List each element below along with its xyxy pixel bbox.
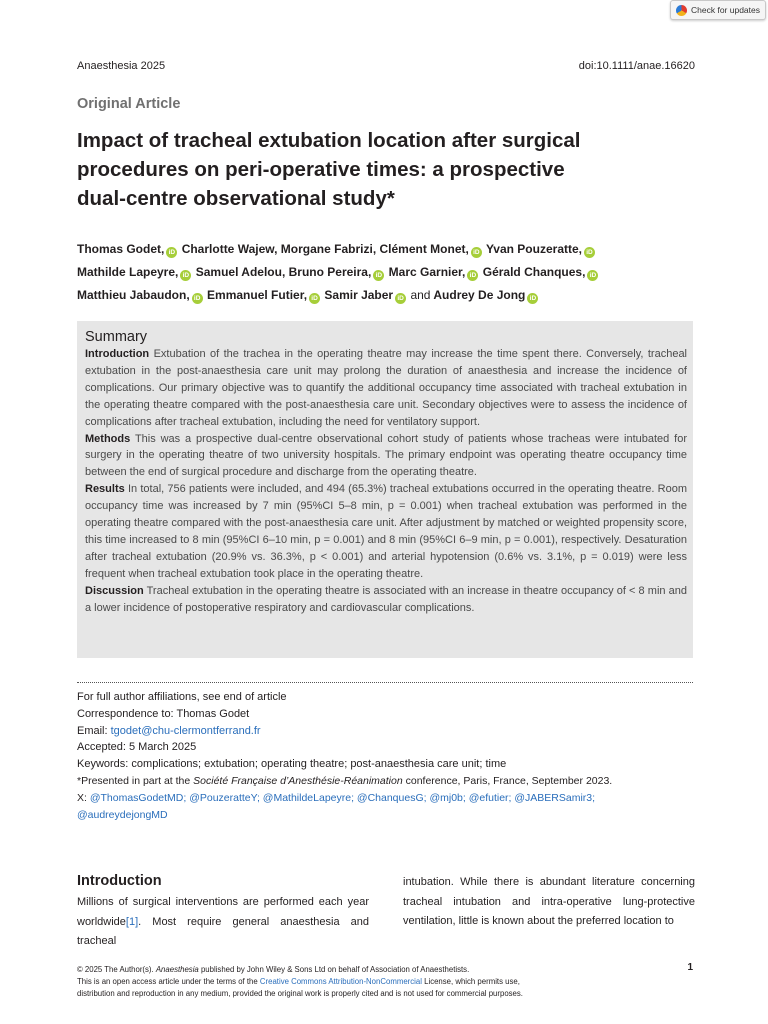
- author-name: Thomas Godet,: [77, 242, 165, 256]
- license-line: [77, 976, 637, 988]
- intro-column-2-text: intubation. While there is abundant literature concerning tracheal intubation and intra-operative lung-protective ventilation, little is known about the preferred location to: [403, 876, 695, 927]
- author-name: Audrey De Jong: [433, 288, 526, 302]
- summary-introduction: [85, 346, 687, 431]
- email-label: Email:: [77, 724, 111, 737]
- license-link[interactable]: Creative Commons Attribution-NonCommercial: [259, 977, 422, 986]
- correspondence: Correspondence to: Thomas Godet: [77, 707, 250, 720]
- page-number: 1: [687, 962, 693, 973]
- check-for-updates-button[interactable]: [670, 0, 766, 20]
- author-line: [77, 238, 702, 261]
- crossmark-icon: [676, 5, 687, 16]
- author-line: [77, 261, 702, 284]
- orcid-icon[interactable]: iD: [467, 270, 478, 281]
- orcid-icon[interactable]: iD: [309, 293, 320, 304]
- intro-text: Millions of surgical interventions are performed each year worldwide: [77, 896, 369, 928]
- article-title: [77, 126, 677, 213]
- summary-box: [77, 321, 693, 658]
- section-label: Methods: [85, 432, 131, 445]
- section-text: Extubation of the trachea in the operating theatre may increase the time spent there. Conversely, tracheal extubation in the post-anaesthesia care unit may prolong the duration of anaesthesia and increase the incidence of complications. Our primary objective was to quantify the additional occupancy time associated with tracheal extubation in the operating theatre compared with the post-anaesthesia care unit. Secondary objectives were to assess the incidence of complications after tracheal extubation, including the need for ventilatory support.: [85, 348, 687, 428]
- section-label: Discussion: [85, 584, 144, 597]
- section-label: Introduction: [85, 348, 150, 360]
- orcid-icon[interactable]: iD: [373, 270, 384, 281]
- presented-note: [77, 773, 697, 790]
- x-label: X:: [77, 791, 90, 804]
- summary-results: [85, 481, 687, 582]
- article-metadata: [77, 689, 697, 823]
- copyright-post: published by John Wiley & Sons Ltd on behalf of Association of Anaesthetists.: [198, 965, 470, 974]
- author-name: Gérald Chanques,: [482, 265, 586, 279]
- email-link[interactable]: tgodet@chu-clermontferrand.fr: [110, 724, 261, 737]
- orcid-icon[interactable]: iD: [527, 293, 538, 304]
- author-name: Samuel Adelou, Bruno Pereira,: [195, 265, 372, 279]
- section-text: In total, 756 patients were included, and 494 (65.3%) tracheal extubations occurred in the operating theatre. Room occupancy time was increased by 7 min (95%CI 5–8 min, p = 0.001) when tracheal extubation was performed in the operating theatre compared with the post-anaesthesia care unit. After adjustment by matched or weighted propensity score, this time increased to 8 min (95%CI 6–10 min, p = 0.001) and 8 min (95%CI 6–9 min, p = 0.001), respectively. Desaturation after tracheal extubation (20.9% vs. 36.3%, p < 0.001) and arterial hypotension (0.6% vs. 3.1%, p = 0.019) were less frequent when tracheal extubation took place in the operating theatre.: [85, 483, 687, 580]
- x-handles-link[interactable]: @ThomasGodetMD; @PouzeratteY; @MathildeLapeyre; @ChanquesG; @mj0b; @efutier; @JABERSamir3;: [89, 791, 596, 804]
- section-label: Results: [85, 483, 125, 496]
- author-list: [77, 238, 702, 307]
- orcid-icon[interactable]: iD: [471, 247, 482, 258]
- title-line: Impact of tracheal extubation location after surgical: [77, 129, 581, 152]
- orcid-icon[interactable]: iD: [584, 247, 595, 258]
- affiliations-note: For full author affiliations, see end of article: [77, 691, 287, 703]
- author-name: Mathilde Lapeyre,: [77, 265, 179, 279]
- x-handles-cont: [77, 807, 697, 824]
- summary-discussion: [85, 583, 687, 617]
- title-line: procedures on peri-operative times: a prospective: [77, 158, 565, 181]
- author-name: Samir Jaber: [324, 288, 394, 302]
- article-type: Original Article: [77, 96, 181, 112]
- license-terms: distribution and reproduction in any medium, provided the original work is properly cited and is not used for commercial purposes.: [77, 989, 523, 998]
- doi[interactable]: doi:10.1111/anae.16620: [578, 60, 695, 72]
- summary-heading: Summary: [85, 329, 148, 345]
- presented-post: conference, Paris, France, September 2023.: [402, 774, 613, 787]
- author-and: and: [410, 288, 431, 302]
- author-name: Marc Garnier,: [388, 265, 466, 279]
- accepted-date: Accepted: 5 March 2025: [77, 741, 197, 754]
- copyright-line: [77, 964, 637, 976]
- introduction-heading: Introduction: [77, 873, 162, 889]
- author-name: Matthieu Jabaudon,: [77, 288, 190, 302]
- presented-pre: *Presented in part at the: [77, 774, 194, 787]
- x-handle-link[interactable]: @audreydejongMD: [77, 808, 168, 821]
- dotted-divider: [77, 682, 693, 683]
- presented-conference: Société Française d’Anesthésie-Réanimation: [193, 774, 403, 787]
- summary-methods: [85, 431, 687, 482]
- license-post: License, which permits use,: [421, 977, 520, 986]
- keywords: Keywords: complications; extubation; operating theatre; post-anaesthesia care unit; time: [77, 758, 507, 771]
- email-line: [77, 723, 697, 740]
- x-handles: [77, 790, 697, 807]
- intro-text: . Most require general anaesthesia and tracheal: [77, 915, 369, 947]
- author-line: [77, 284, 702, 307]
- section-text: Tracheal extubation in the operating theatre is associated with an increase in theatre occupancy of < 8 min and a lower incidence of postoperative respiratory and cardiovascular complications.: [85, 584, 687, 614]
- orcid-icon[interactable]: iD: [180, 270, 191, 281]
- reference-link[interactable]: [1]: [125, 915, 139, 928]
- license-pre: This is an open access article under the terms of the: [77, 977, 260, 986]
- copyright-pre: © 2025 The Author(s).: [77, 965, 156, 974]
- orcid-icon[interactable]: iD: [587, 270, 598, 281]
- license-footer: [77, 964, 637, 1000]
- section-text: This was a prospective dual-centre observational cohort study of patients whose tracheas were intubated for surgery in the operating theatre of two university hospitals. The primary endpoint was operating theatre occupancy time between the end of surgical procedure and discharge from the operating theatre.: [85, 432, 688, 479]
- title-line: dual-centre observational study*: [77, 187, 395, 210]
- author-name: Yvan Pouzeratte,: [485, 242, 582, 256]
- author-name: Charlotte Wajew, Morgane Fabrizi, Clément Monet,: [181, 242, 469, 256]
- orcid-icon[interactable]: iD: [166, 247, 177, 258]
- orcid-icon[interactable]: iD: [192, 293, 203, 304]
- author-name: Emmanuel Futier,: [207, 288, 308, 302]
- check-for-updates-label: Check for updates: [691, 5, 760, 15]
- journal-name: Anaesthesia 2025: [77, 60, 166, 72]
- intro-column-1-text: [77, 893, 369, 952]
- copyright-journal: Anaesthesia: [155, 965, 199, 974]
- orcid-icon[interactable]: iD: [395, 293, 406, 304]
